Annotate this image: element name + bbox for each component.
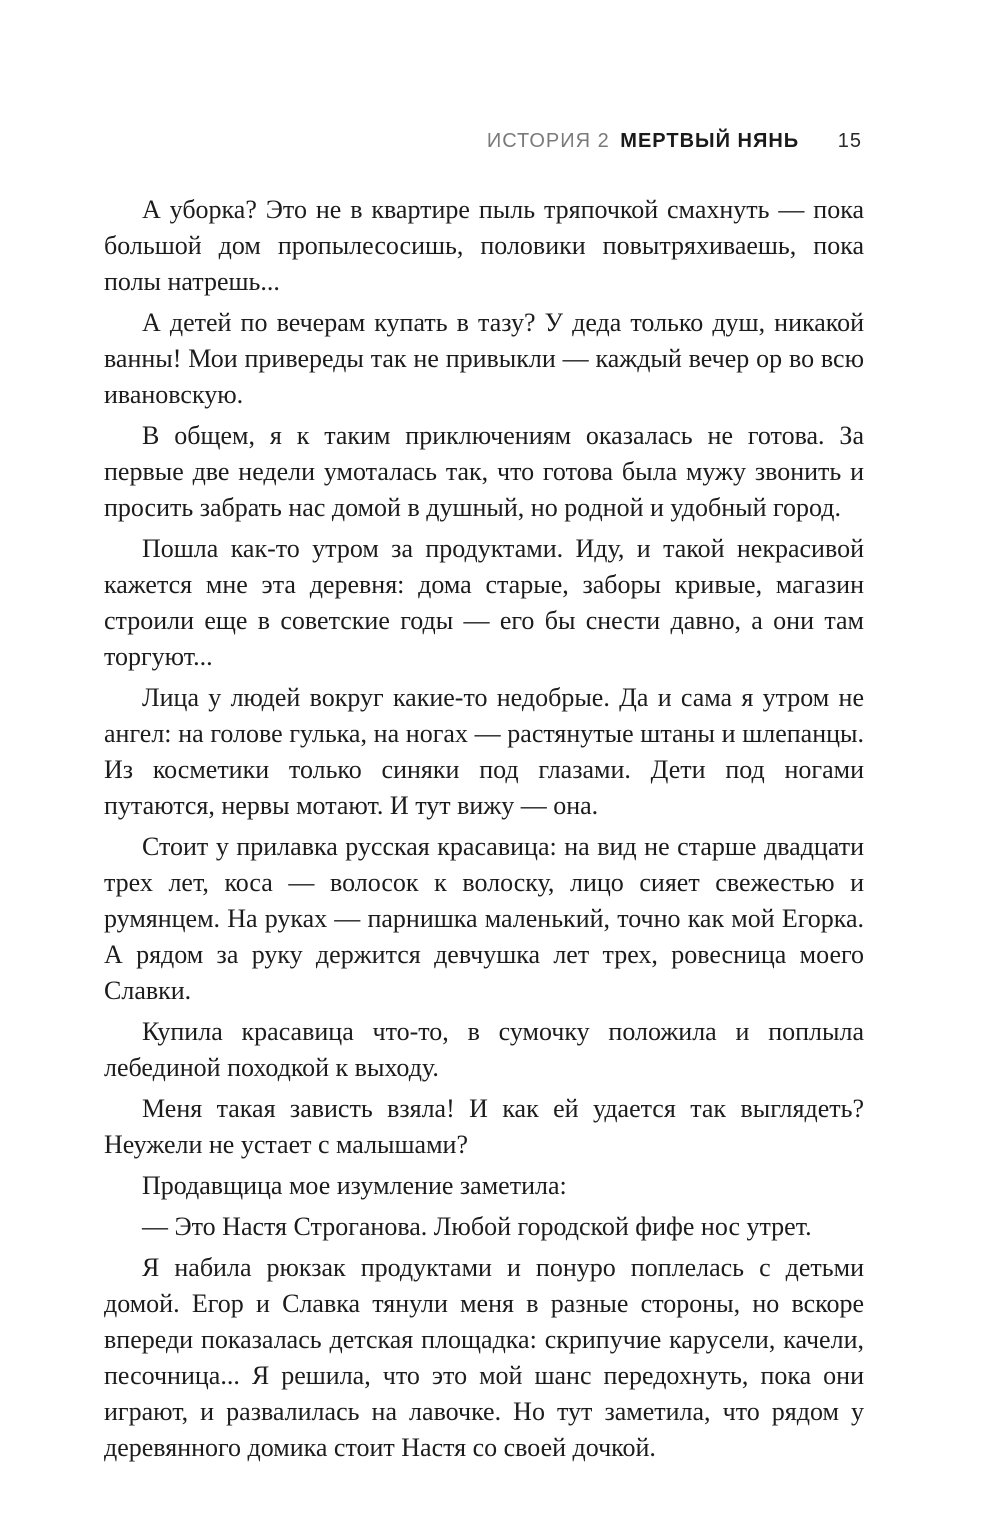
paragraph: Купила красавица что-то, в сумочку положила и поплыла лебединой походкой к выходу. — [104, 1017, 864, 1082]
running-head — [487, 130, 862, 153]
paragraph: Меня такая зависть взяла! И как ей удается так выглядеть? Неужели не устает с малышами? — [104, 1094, 864, 1159]
paragraph: А уборка? Это не в квартире пыль тряпочкой смахнуть — пока большой дом пропылесосишь, половики повытряхиваешь, пока полы натрешь... — [104, 195, 864, 296]
body-text — [104, 192, 864, 1471]
paragraph: Продавщица мое изумление заметила: — [142, 1171, 567, 1200]
story-title: МЕРТВЫЙ НЯНЬ — [620, 130, 800, 152]
story-label: ИСТОРИЯ 2 — [486, 130, 610, 152]
paragraph: В общем, я к таким приключениям оказалась не готова. За первые две недели умоталась так, что готова была мужу звонить и просить забрать нас домой в душный, но родной и удобный город. — [104, 421, 864, 522]
paragraph: — Это Настя Строганова. Любой городской фифе нос утрет. — [142, 1212, 812, 1241]
paragraph: Стоит у прилавка русская красавица: на вид не старше двадцати трех лет, коса — волосок к волоску, лицо сияет свежестью и румянцем. На руках — парнишка маленький, точно как мой Егорка. А рядом за руку держится девчушка лет трех, ровесница моего Славки. — [104, 832, 864, 1005]
paragraph: А детей по вечерам купать в тазу? У деда только душ, никакой ванны! Мои привереды так не привыкли — каждый вечер ор во всю ивановскую. — [104, 308, 864, 409]
page-number: 15 — [837, 130, 862, 152]
paragraph: Лица у людей вокруг какие-то недобрые. Да и сама я утром не ангел: на голове гулька, на ногах — растянутые штаны и шлепанцы. Из косметики только синяки под глазами. Дети под ногами путаются, нервы мотают. И тут вижу — она. — [104, 683, 864, 820]
paragraph: Я набила рюкзак продуктами и понуро поплелась с детьми домой. Егор и Славка тянули меня в разные стороны, но вскоре впереди показалась детская площадка: скрипучие карусели, качели, песочница... Я решила, что это мой шанс передохнуть, пока они играют, и развалилась на лавочке. Но тут заметила, что рядом у деревянного домика стоит Настя со своей дочкой. — [104, 1253, 864, 1462]
paragraph: Пошла как-то утром за продуктами. Иду, и такой некрасивой кажется мне эта деревня: дома старые, заборы кривые, магазин строили еще в советские годы — его бы снести давно, а они там торгуют... — [104, 534, 864, 671]
